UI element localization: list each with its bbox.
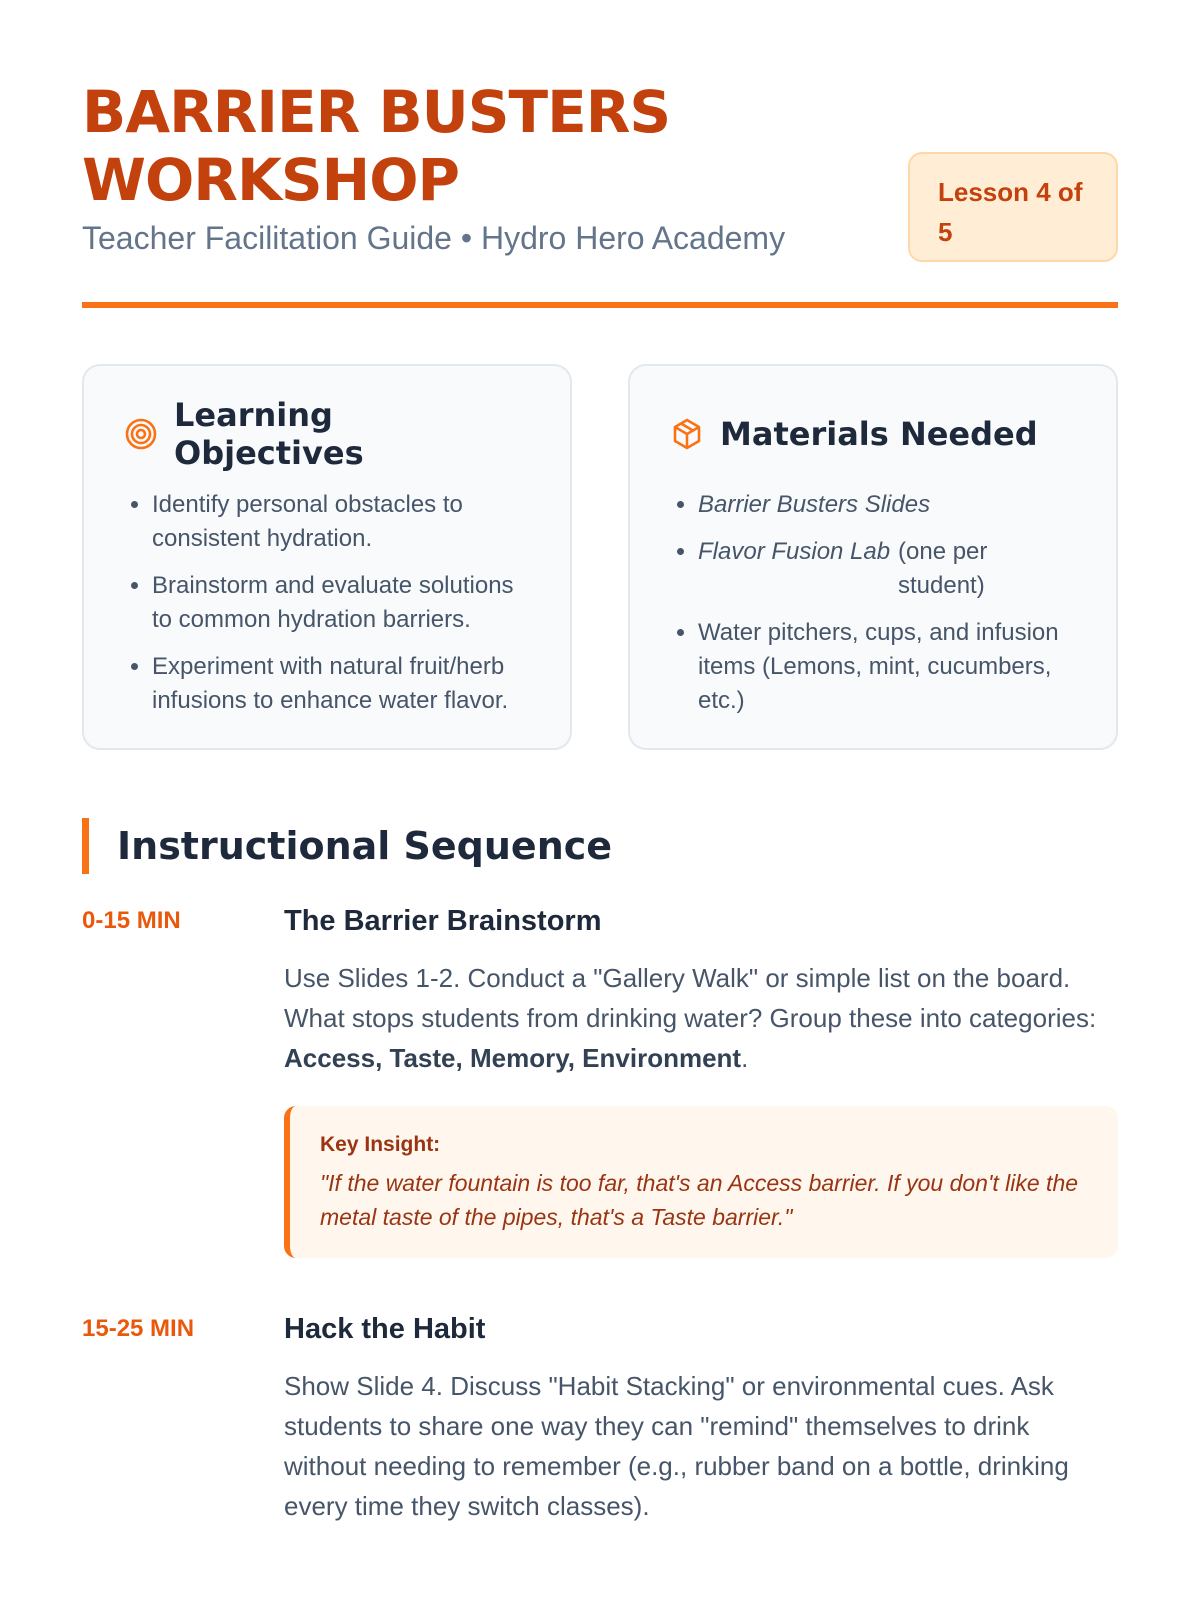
list-item [698, 535, 1076, 603]
objectives-list [124, 488, 530, 718]
objectives-card [82, 364, 572, 750]
objectives-card-header [124, 396, 530, 472]
step-text-categories: Access, Taste, Memory, Environment [284, 1043, 742, 1073]
materials-card-header [670, 404, 1076, 464]
header-divider [82, 302, 1118, 308]
insight-label: Key Insight: [320, 1133, 441, 1156]
step-body [284, 902, 1118, 1258]
lesson-badge: Lesson 4 of 5 [908, 152, 1118, 262]
info-cards [82, 364, 1118, 750]
header [82, 0, 1118, 256]
page-subtitle: Teacher Facilitation Guide • Hydro Hero Academy [82, 220, 786, 256]
box-icon [670, 417, 704, 451]
insight-text: "If the water fountain is too far, that's an Access barrier. If you don't like the metal taste of the pipes, that's a Taste barrier." [320, 1170, 1079, 1230]
material-name: • Flavor Fusion Lab [698, 538, 891, 565]
target-icon [124, 417, 158, 451]
step-text-lead: Use Slides 1-2. Conduct a "Gallery Walk" or simple list on the board. What stops students from drinking water? Group these into categories: [284, 963, 1097, 1033]
list-item: • Brainstorm and evaluate solutions to common hydration barriers. [152, 569, 530, 637]
list-item: • Experiment with natural fruit/herb infusions to enhance water flavor. [152, 650, 530, 718]
section-heading: Instructional Sequence [82, 818, 612, 874]
materials-list [670, 488, 1076, 718]
key-insight-callout [284, 1106, 1118, 1258]
page-title: BARRIER BUSTERS WORKSHOP [82, 78, 671, 214]
materials-title: Materials Needed [720, 415, 1038, 453]
step-description: Show Slide 4. Discuss "Habit Stacking" or environmental cues. Ask students to share one way they can "remind" themselves to drink without needing to remember (e.g., rubber band on a bottle, drinking every time they switch classes). [284, 1371, 1069, 1521]
list-item: • Barrier Busters Slides [698, 488, 1076, 522]
step-title: Hack the Habit [284, 1313, 486, 1345]
list-item: • Identify personal obstacles to consistent hydration. [152, 488, 530, 556]
step-time: 15-25 MIN [82, 1315, 195, 1342]
step-text-end: . [741, 1043, 749, 1073]
step-body [284, 1310, 1118, 1526]
step-time: 0-15 MIN [82, 907, 181, 934]
materials-card [628, 364, 1118, 750]
list-item: • Water pitchers, cups, and infusion items (Lemons, mint, cucumbers, etc.) [698, 616, 1076, 718]
objectives-title: Learning Objectives [174, 396, 364, 472]
step-description [284, 958, 1118, 1078]
step-title: The Barrier Brainstorm [284, 905, 602, 937]
material-note: (one per student) [898, 538, 988, 599]
